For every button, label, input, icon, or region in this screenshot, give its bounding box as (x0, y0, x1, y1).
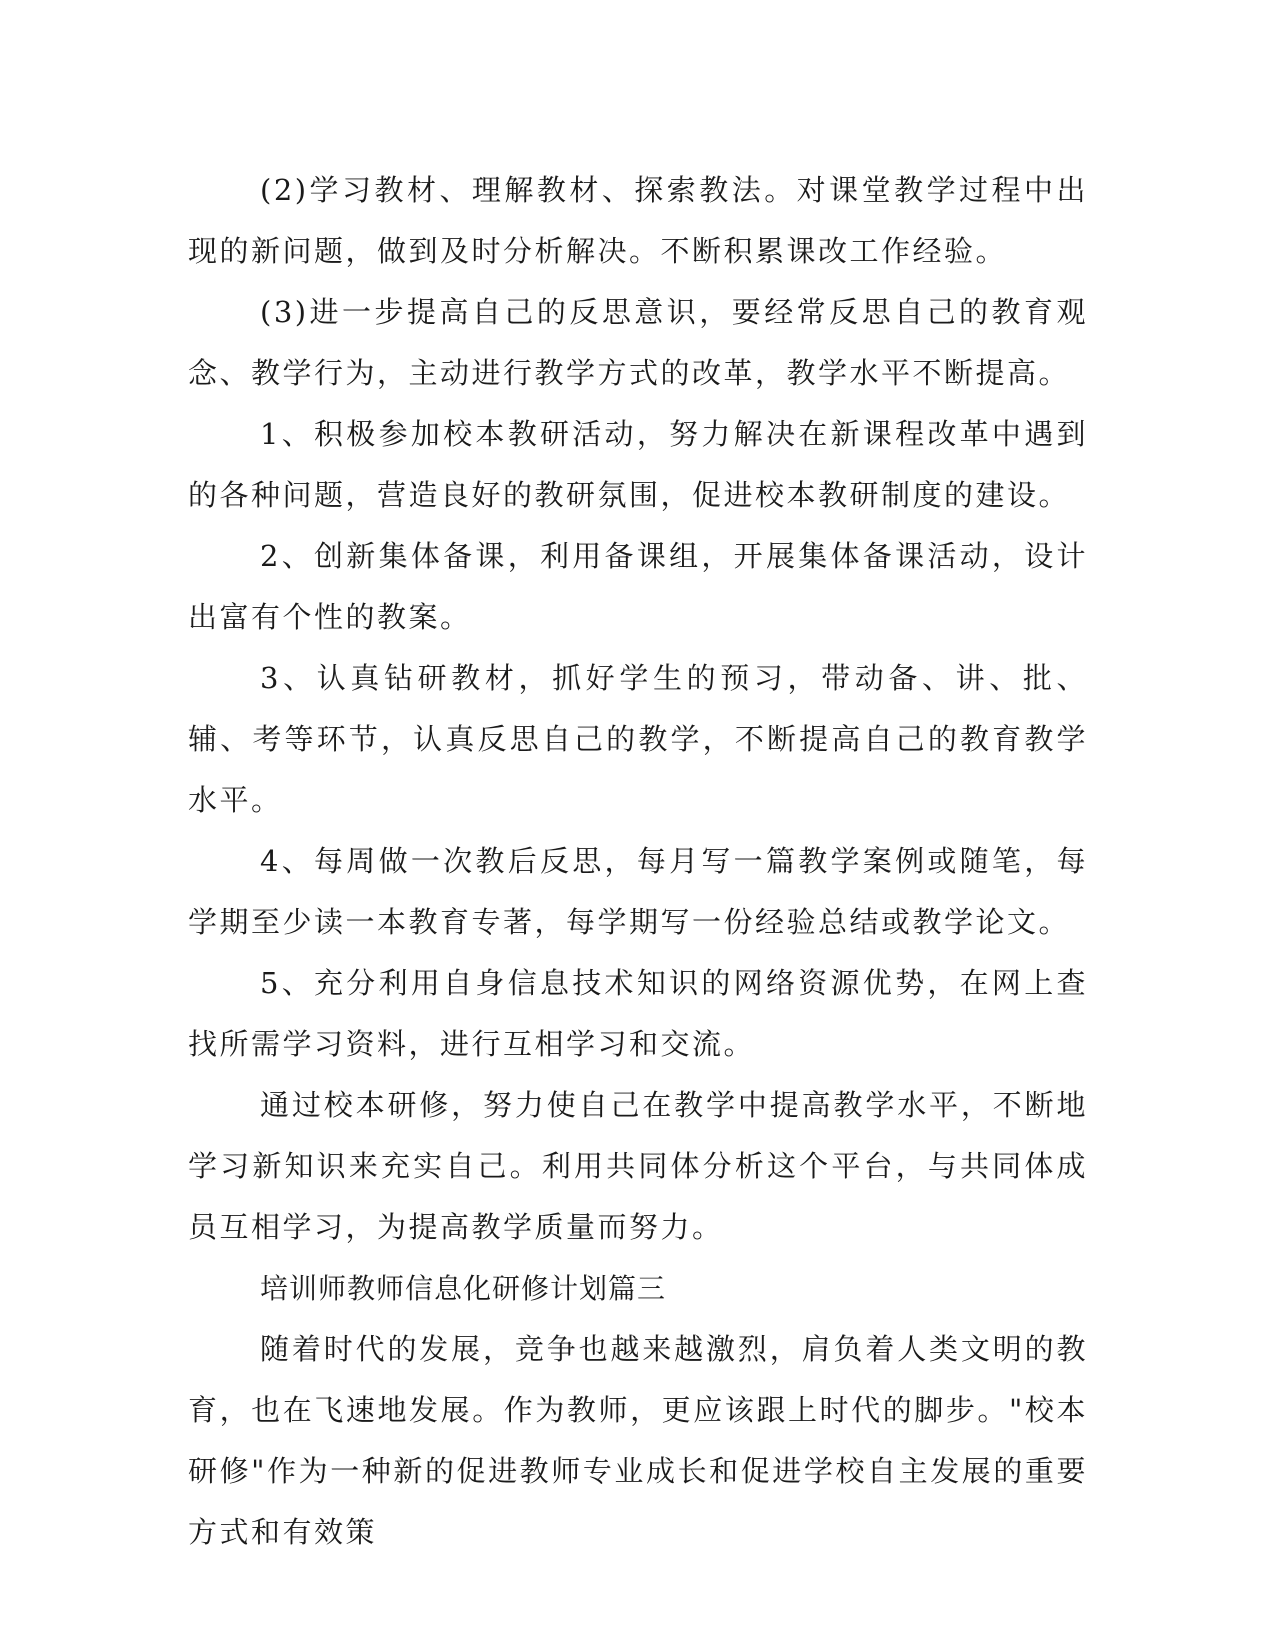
paragraph-item-2: (2)学习教材、理解教材、探索教法。对课堂教学过程中出现的新问题，做到及时分析解决。不断积累课改工作经验。 (188, 173, 1088, 268)
document-body (188, 160, 1088, 1563)
paragraph-intro: 随着时代的发展，竞争也越来越激烈，肩负着人类文明的教育，也在飞速地发展。作为教师，更应该跟上时代的脚步。"校本研修"作为一种新的促进教师专业成长和促进学校自主发展的重要方式和有效策 (188, 1332, 1088, 1549)
paragraph-item-3: (3)进一步提高自己的反思意识，要经常反思自己的教育观念、教学行为，主动进行教学方式的改革，教学水平不断提高。 (188, 295, 1088, 390)
paragraph-measure-3: 3、认真钻研教材，抓好学生的预习，带动备、讲、批、辅、考等环节，认真反思自己的教学，不断提高自己的教育教学水平。 (188, 661, 1088, 817)
section-title: 培训师教师信息化研修计划篇三 (260, 1272, 667, 1305)
paragraph-measure-2: 2、创新集体备课，利用备课组，开展集体备课活动，设计出富有个性的教案。 (188, 539, 1088, 634)
paragraph-measure-5: 5、充分利用自身信息技术知识的网络资源优势，在网上查找所需学习资料，进行互相学习和交流。 (188, 966, 1088, 1061)
paragraph-measure-1: 1、积极参加校本教研活动，努力解决在新课程改革中遇到的各种问题，营造良好的教研氛围，促进校本教研制度的建设。 (188, 417, 1088, 512)
paragraph-summary: 通过校本研修，努力使自己在教学中提高教学水平，不断地学习新知识来充实自己。利用共同体分析这个平台，与共同体成员互相学习，为提高教学质量而努力。 (188, 1088, 1088, 1244)
paragraph-measure-4: 4、每周做一次教后反思，每月写一篇教学案例或随笔，每学期至少读一本教育专著，每学期写一份经验总结或教学论文。 (188, 844, 1088, 939)
